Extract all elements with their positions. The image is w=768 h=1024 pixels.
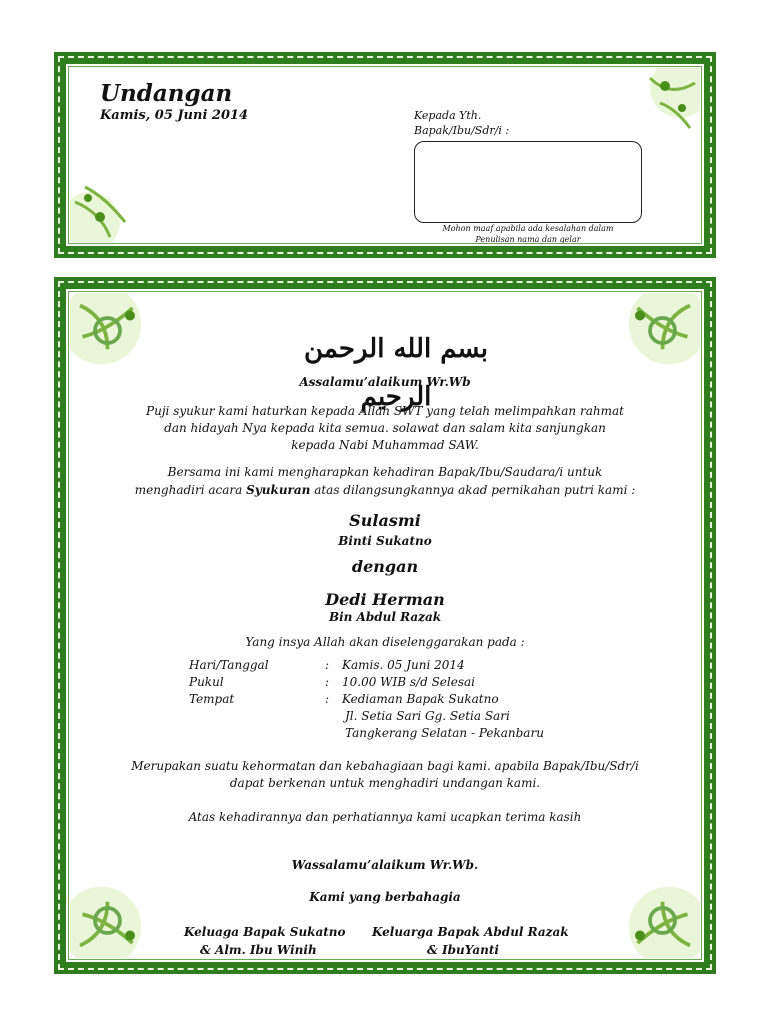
intro-line: dan hidayah Nya kepada kita semua. solawat dan salam kita sanjungkan	[164, 421, 606, 435]
request-line: Bersama ini kami mengharapkan kehadiran Bapak/Ibu/Saudara/i untuk	[167, 465, 603, 479]
thanks-line: Atas kehadirannya dan perhatiannya kami ucapkan terima kasih	[188, 810, 582, 824]
envelope-card	[54, 52, 716, 258]
connector-text: dengan	[351, 557, 419, 576]
place-label: Tempat	[189, 692, 235, 706]
event-name: Syukuran	[246, 483, 311, 497]
intro-line: kepada Nabi Muhammad SAW.	[291, 438, 479, 452]
request-text: atas dilangsungkannya akad pernikahan putri kami :	[310, 483, 636, 497]
groom-family: & IbuYanti	[427, 943, 499, 957]
apology-note: Mohon maaf apabila ada kesalahan dalam	[442, 224, 614, 233]
request-line	[66, 483, 704, 497]
bride-family: Keluaga Bapak Sukatno	[184, 925, 346, 939]
place-value: Kediaman Bapak Sukatno	[342, 692, 499, 706]
intro-line: Puji syukur kami haturkan kepada Allah SWT yang telah melimpahkan rahmat	[146, 404, 624, 418]
envelope-title: Undangan	[100, 80, 233, 107]
colon: :	[325, 675, 330, 689]
floral-ornament-icon	[600, 858, 700, 958]
bride-parent: Binti Sukatno	[338, 534, 432, 548]
groom-family: Keluarga Bapak Abdul Razak	[372, 925, 569, 939]
bride-name: Sulasmi	[349, 511, 421, 530]
groom-name: Dedi Herman	[325, 590, 445, 609]
day-label: Hari/Tanggal	[189, 658, 269, 672]
groom-parent: Bin Abdul Razak	[328, 610, 442, 624]
place-city: Tangkerang Selatan - Pekanbaru	[345, 726, 544, 740]
bismillah-calligraphy: بسم الله الرحمن الرحيم	[304, 334, 488, 412]
place-address: Jl. Setia Sari Gg. Setia Sari	[345, 709, 510, 723]
request-text: menghadiri acara	[134, 483, 247, 497]
schedule-intro: Yang insya Allah akan diselenggarakan pada :	[245, 635, 525, 649]
honor-line: Merupakan suatu kehormatan dan kebahagiaan bagi kami. apabila Bapak/Ibu/Sdr/i	[131, 759, 639, 773]
day-value: Kamis. 05 Juni 2014	[342, 658, 465, 672]
time-label: Pukul	[189, 675, 224, 689]
time-value: 10.00 WIB s/d Selesai	[342, 675, 475, 689]
recipient-label: Kepada Yth.	[414, 109, 482, 122]
closing-greeting: Wassalamu’alaikum Wr.Wb.	[291, 858, 479, 872]
bride-family: & Alm. Ibu Winih	[200, 943, 317, 957]
address-box	[414, 141, 642, 223]
recipient-salutation: Bapak/Ibu/Sdr/i :	[414, 124, 510, 137]
signatory-heading: Kami yang berbahagia	[309, 890, 461, 904]
greeting: Assalamu’alaikum Wr.Wb	[299, 375, 471, 389]
envelope-date: Kamis, 05 Juni 2014	[100, 108, 249, 123]
colon: :	[325, 692, 330, 706]
colon: :	[325, 658, 330, 672]
apology-note: Penulisan nama dan gelar	[475, 235, 581, 244]
honor-line: dapat berkenan untuk menghadiri undangan kami.	[229, 776, 541, 790]
floral-ornament-icon	[70, 858, 170, 958]
floral-ornament-icon	[70, 162, 150, 242]
floral-ornament-icon	[620, 68, 700, 148]
invitation-card	[54, 277, 716, 974]
